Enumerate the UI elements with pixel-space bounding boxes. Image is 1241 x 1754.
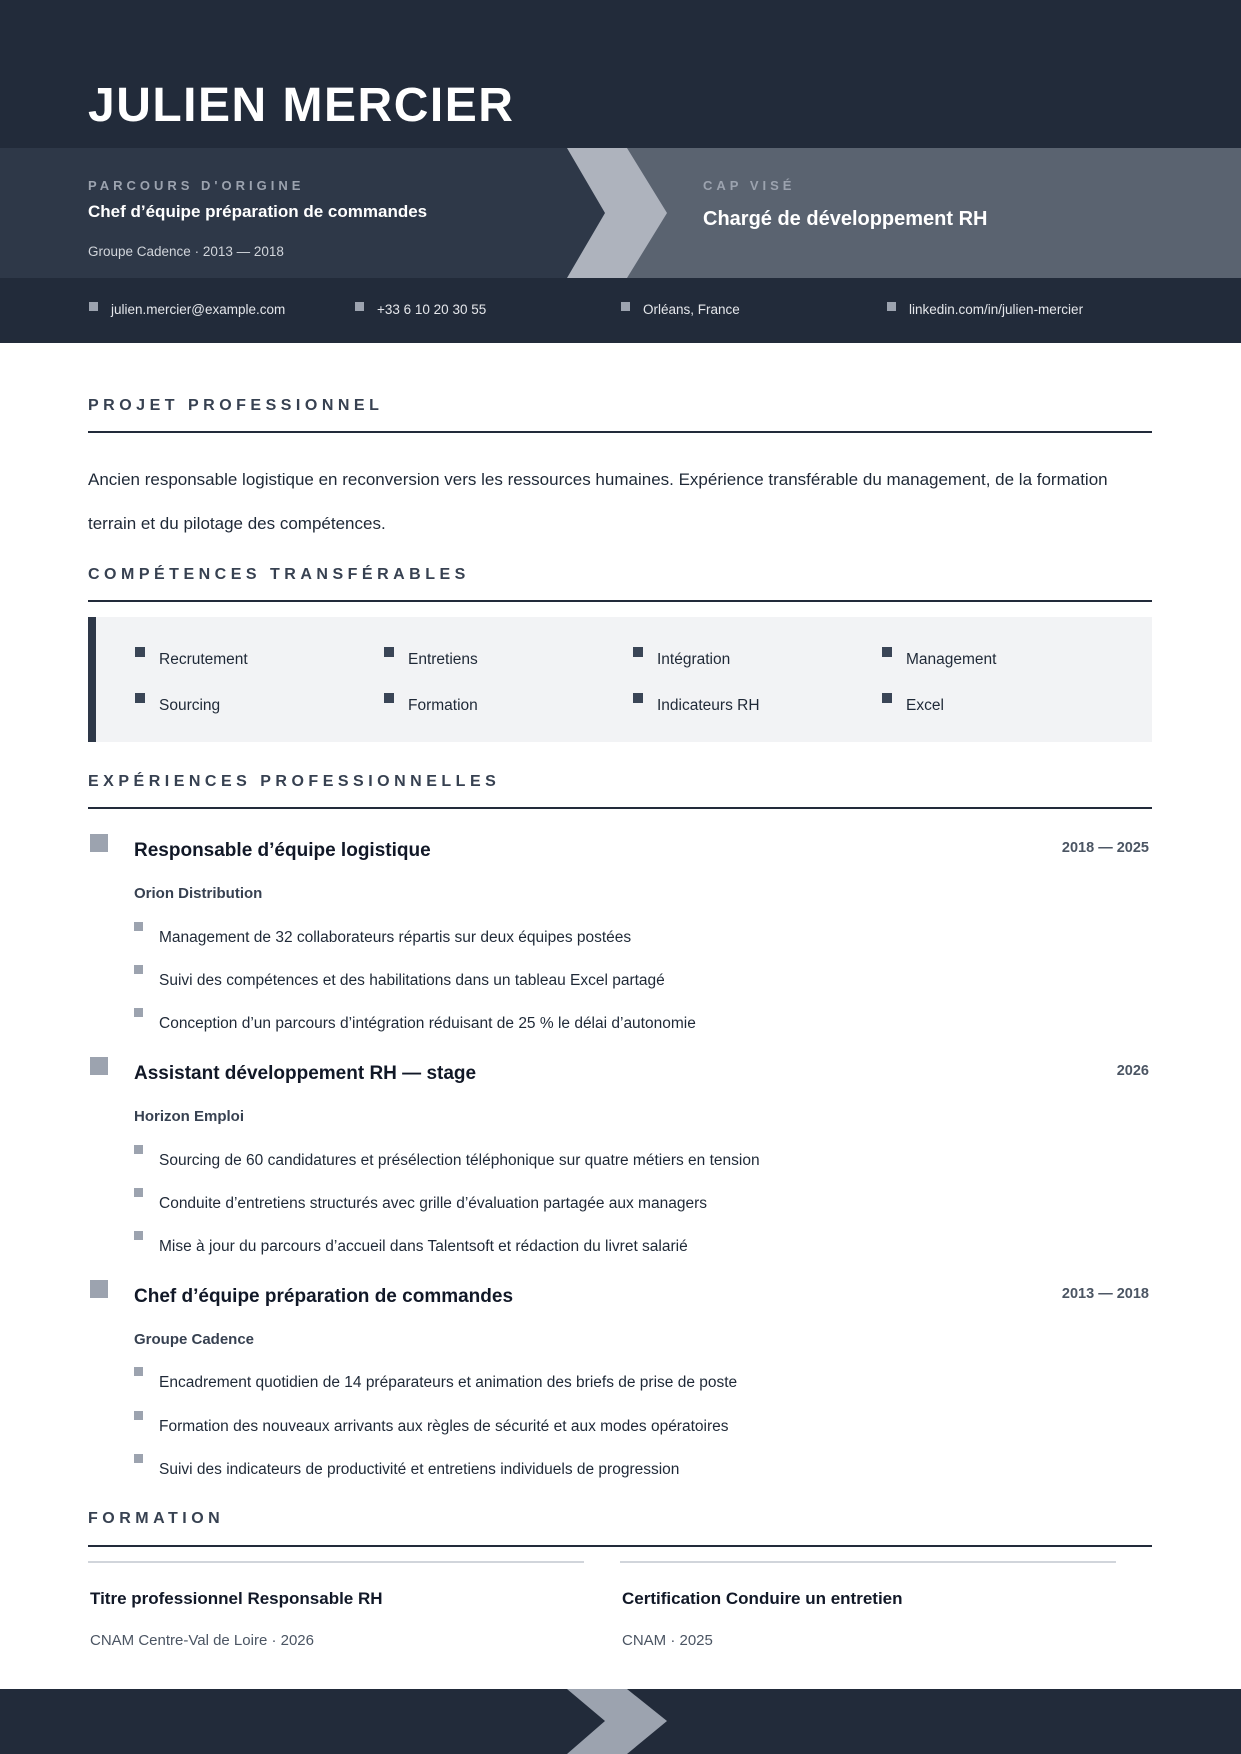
square-bullet-icon (882, 693, 892, 703)
resume-footer (0, 1689, 1241, 1754)
square-bullet-icon (633, 647, 643, 657)
contact-bar: julien.mercier@example.com +33 6 10 20 30 55 Orléans, France linkedin.com/in/julien-mercier (0, 278, 1241, 343)
target-panel (620, 148, 1241, 278)
experience-role: Chef d’équipe préparation de commandes (134, 1286, 514, 1307)
square-bullet-icon (882, 647, 892, 657)
square-bullet-icon (134, 1367, 143, 1376)
section-title-competences: COMPÉTENCES TRANSFÉRABLES (88, 566, 470, 583)
experience-date: 2013 — 2018 (1061, 1286, 1149, 1302)
chevron-arrow-icon (560, 148, 670, 278)
experience-role: Assistant développement RH — stage (134, 1063, 477, 1084)
resume-header (0, 0, 1241, 343)
square-marker-icon (90, 834, 108, 852)
square-bullet-icon (89, 302, 98, 311)
square-bullet-icon (887, 302, 896, 311)
candidate-name: JULIEN MERCIER (88, 79, 515, 132)
section-divider (88, 807, 1152, 809)
career-transition-band (0, 148, 1241, 278)
section-title-formation: FORMATION (88, 1510, 225, 1527)
professional-summary: Ancien responsable logistique en reconversion vers les ressources humaines. Expérience transférable du management, de la formation terrain et du pilotage des compétences. (88, 470, 1108, 533)
experience-company: Horizon Emploi (134, 1108, 244, 1125)
square-bullet-icon (633, 693, 643, 703)
section-title-experiences: EXPÉRIENCES PROFESSIONNELLES (88, 773, 501, 790)
education-meta: CNAM · 2025 (622, 1632, 713, 1649)
square-bullet-icon (621, 302, 630, 311)
square-bullet-icon (134, 1231, 143, 1240)
target-label: CAP VISÉ (703, 178, 796, 193)
square-bullet-icon (135, 647, 145, 657)
square-bullet-icon (134, 1411, 143, 1420)
education-title: Titre professionnel Responsable RH (90, 1589, 383, 1608)
education-title: Certification Conduire un entretien (622, 1589, 903, 1608)
origin-label: PARCOURS D'ORIGINE (88, 178, 305, 193)
target-role: Chargé de développement RH (703, 208, 988, 230)
experience-role: Responsable d’équipe logistique (134, 840, 431, 861)
experience-date: 2018 — 2025 (1061, 840, 1149, 856)
origin-meta: Groupe Cadence · 2013 — 2018 (88, 244, 284, 259)
section-divider (88, 431, 1152, 433)
education-divider (620, 1561, 1116, 1563)
square-bullet-icon (134, 965, 143, 974)
experience-company: Orion Distribution (134, 885, 263, 902)
square-bullet-icon (134, 1188, 143, 1197)
square-bullet-icon (134, 1145, 143, 1154)
square-marker-icon (90, 1057, 108, 1075)
square-bullet-icon (355, 302, 364, 311)
square-bullet-icon (384, 647, 394, 657)
chevron-arrow-icon (560, 1689, 670, 1754)
square-bullet-icon (135, 693, 145, 703)
square-marker-icon (90, 1280, 108, 1298)
origin-panel (0, 148, 620, 278)
section-divider (88, 600, 1152, 602)
square-bullet-icon (134, 922, 143, 931)
origin-role: Chef d’équipe préparation de commandes (88, 202, 428, 221)
section-divider (88, 1545, 1152, 1547)
square-bullet-icon (134, 1454, 143, 1463)
education-meta: CNAM Centre-Val de Loire · 2026 (90, 1632, 314, 1649)
experience-date: 2026 (1116, 1063, 1149, 1079)
skills-panel: Recrutement Entretiens Intégration Management Sourcing Formation Indicateurs RH Excel (88, 617, 1152, 742)
education-divider (88, 1561, 584, 1563)
square-bullet-icon (134, 1008, 143, 1017)
experience-company: Groupe Cadence (134, 1331, 255, 1348)
section-title-projet: PROJET PROFESSIONNEL (88, 397, 384, 414)
square-bullet-icon (384, 693, 394, 703)
